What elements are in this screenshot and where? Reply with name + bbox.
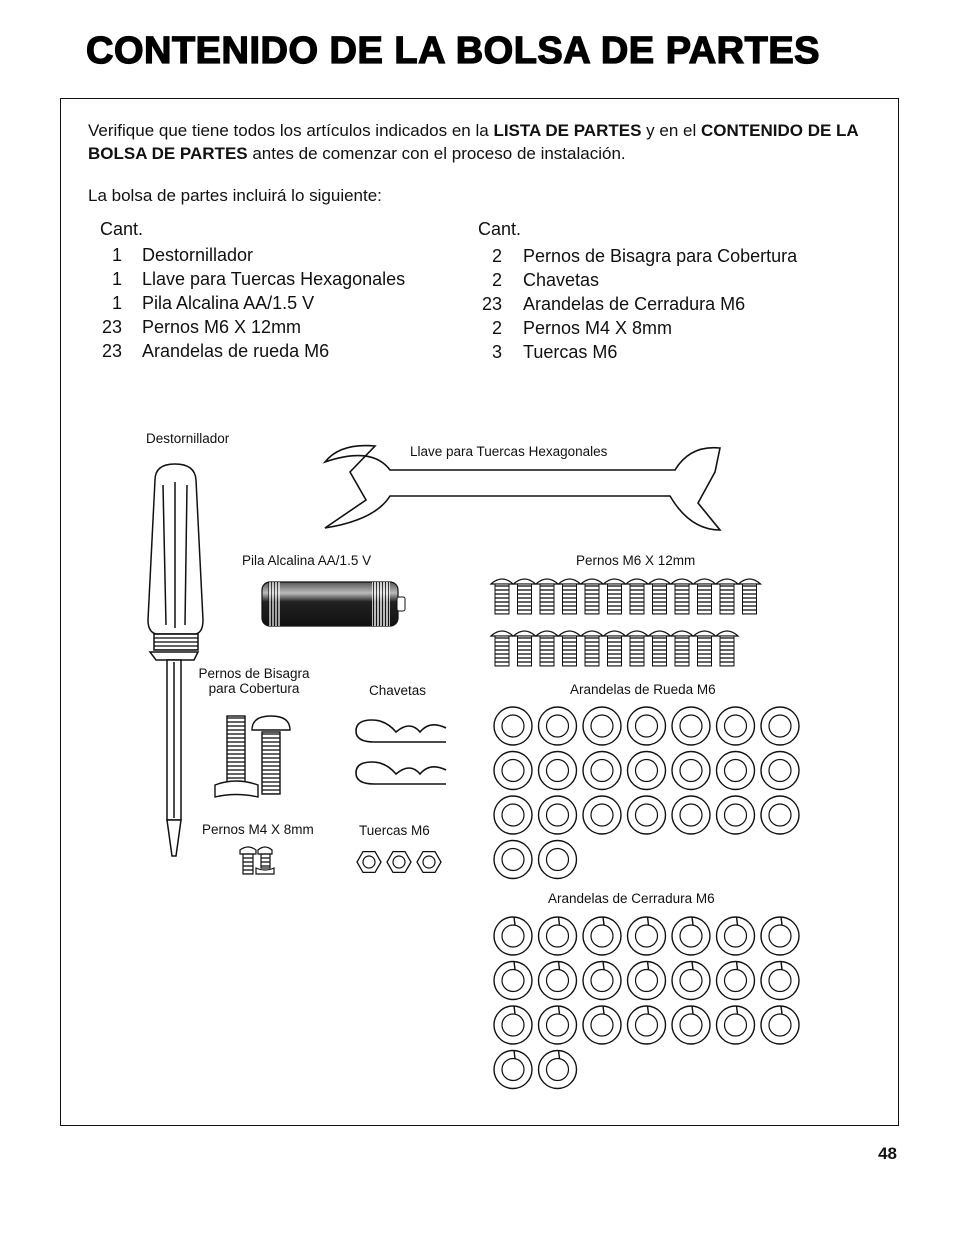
lock-washer-icon <box>628 917 666 955</box>
label-nuts: Tuercas M6 <box>359 823 430 838</box>
bolt-icon <box>536 579 558 614</box>
washer-icon <box>672 707 710 745</box>
item-name: Tuercas M6 <box>523 342 618 362</box>
bolt-icon <box>694 631 716 666</box>
washer-icon <box>717 707 755 745</box>
bolt-icon <box>491 579 513 614</box>
lock-washer-icon <box>672 1006 710 1044</box>
washer-icon <box>628 707 666 745</box>
label-screwdriver: Destornillador <box>146 431 230 446</box>
washer-icon <box>628 752 666 790</box>
lock-washer-icon <box>628 1006 666 1044</box>
label-hinge-pins <box>186 666 322 696</box>
intro-text-3: antes de comenzar con el proceso de instalación. <box>247 144 626 163</box>
label-wheel-washers: Arandelas de Rueda M6 <box>570 682 716 697</box>
item-qty: 2 <box>491 246 502 266</box>
lock-washer-icon <box>539 1051 577 1089</box>
washer-icon <box>583 796 621 834</box>
label-cotter-pins: Chavetas <box>369 683 427 698</box>
bolt-icon <box>716 579 738 614</box>
bolt-icon <box>671 579 693 614</box>
label-lock-washers: Arandelas de Cerradura M6 <box>548 891 715 906</box>
bolt-icon <box>536 631 558 666</box>
bolt-icon <box>649 631 671 666</box>
label-wrench: Llave para Tuercas Hexagonales <box>410 444 608 459</box>
bolt-icon <box>694 579 716 614</box>
hinge-pin-icon <box>215 716 290 797</box>
washer-icon <box>539 841 577 879</box>
washer-icon <box>583 752 621 790</box>
lock-washer-icon <box>539 1006 577 1044</box>
item-qty: 1 <box>111 245 122 265</box>
lock-washer-icon <box>494 1006 532 1044</box>
item-qty: 2 <box>491 270 502 290</box>
item-name: Arandelas de Cerradura M6 <box>523 294 746 314</box>
bolt-icon <box>559 631 581 666</box>
lock-washer-icon <box>717 1006 755 1044</box>
lock-washer-icon <box>583 917 621 955</box>
item-qty: 23 <box>101 341 122 361</box>
item-name: Pernos de Bisagra para Cobertura <box>523 246 798 266</box>
item-qty: 2 <box>491 318 502 338</box>
item-name: Pernos M6 X 12mm <box>142 317 302 337</box>
label-hinge-pins-line2: para Cobertura <box>208 681 300 696</box>
label-m6-bolts: Pernos M6 X 12mm <box>576 553 696 568</box>
bolt-icon <box>739 579 761 614</box>
lock-washer-icon <box>628 962 666 1000</box>
item-name: Llave para Tuercas Hexagonales <box>142 269 406 289</box>
bolt-icon <box>626 631 648 666</box>
intro-includes-line: La bolsa de partes incluirá lo siguiente: <box>88 186 382 205</box>
bolt-icon <box>581 579 603 614</box>
lock-washer-icon <box>717 917 755 955</box>
hex-nut-icon <box>417 852 441 873</box>
item-qty: 23 <box>481 294 502 314</box>
hex-nut-icon <box>357 852 381 873</box>
washer-icon <box>494 841 532 879</box>
lock-washer-icon <box>761 962 799 1000</box>
bolt-icon <box>559 579 581 614</box>
washer-icon <box>761 796 799 834</box>
lock-washer-icon <box>672 917 710 955</box>
m4-bolt-icon <box>240 847 274 874</box>
item-qty: 1 <box>111 269 122 289</box>
washer-icon <box>761 752 799 790</box>
bolt-icon <box>514 631 536 666</box>
bolt-icon <box>491 631 513 666</box>
lock-washers-group <box>494 917 799 1089</box>
intro-text-2: y en el <box>641 121 701 140</box>
hex-nuts-group <box>357 852 441 873</box>
item-qty: 1 <box>111 293 122 313</box>
bolt-icon <box>649 579 671 614</box>
bolt-icon <box>716 631 738 666</box>
label-hinge-pins-line1: Pernos de Bisagra <box>198 666 310 681</box>
lock-washer-icon <box>761 1006 799 1044</box>
item-name: Arandelas de rueda M6 <box>142 341 330 361</box>
lock-washer-icon <box>717 962 755 1000</box>
lock-washer-icon <box>672 962 710 1000</box>
item-qty: 23 <box>101 317 122 337</box>
hex-nut-icon <box>387 852 411 873</box>
bolt-icon <box>626 579 648 614</box>
qty-header: Cant. <box>478 219 522 239</box>
washer-icon <box>628 796 666 834</box>
washer-icon <box>717 752 755 790</box>
intro-text-1: Verifique que tiene todos los artículos indicados en la <box>88 121 494 140</box>
battery-icon <box>262 582 405 626</box>
item-name: Chavetas <box>523 270 600 290</box>
lock-washer-icon <box>539 962 577 1000</box>
bolt-icon <box>604 631 626 666</box>
cotter-pin-icon <box>356 720 446 784</box>
item-name: Pila Alcalina AA/1.5 V <box>142 293 315 313</box>
qty-header: Cant. <box>100 219 144 239</box>
lock-washer-icon <box>494 917 532 955</box>
washer-icon <box>539 752 577 790</box>
washer-icon <box>583 707 621 745</box>
m6-bolts-group <box>491 579 761 666</box>
page-number: 48 <box>878 1144 897 1163</box>
bolt-icon <box>671 631 693 666</box>
washer-icon <box>494 707 532 745</box>
washer-icon <box>494 796 532 834</box>
screwdriver-icon <box>148 464 203 856</box>
lock-washer-icon <box>583 962 621 1000</box>
washer-icon <box>672 752 710 790</box>
bolt-icon <box>581 631 603 666</box>
lock-washer-icon <box>494 962 532 1000</box>
washer-icon <box>539 796 577 834</box>
lock-washer-icon <box>583 1006 621 1044</box>
intro-bold-parts-list: LISTA DE PARTES <box>493 121 642 140</box>
label-m4-bolts: Pernos M4 X 8mm <box>202 822 314 837</box>
washer-icon <box>672 796 710 834</box>
item-qty: 3 <box>491 342 502 362</box>
lock-washer-icon <box>539 917 577 955</box>
washer-icon <box>717 796 755 834</box>
wheel-washers-group <box>494 707 799 879</box>
bolt-icon <box>514 579 536 614</box>
washer-icon <box>761 707 799 745</box>
item-name: Pernos M4 X 8mm <box>523 318 673 338</box>
label-battery: Pila Alcalina AA/1.5 V <box>242 553 372 568</box>
page-title: CONTENIDO DE LA BOLSA DE PARTES <box>86 30 821 72</box>
lock-washer-icon <box>761 917 799 955</box>
item-name: Destornillador <box>142 245 254 265</box>
lock-washer-icon <box>494 1051 532 1089</box>
washer-icon <box>539 707 577 745</box>
intro-bold-bag-contents: CONTENIDO DE LA BOLSA DE PARTES <box>88 121 859 163</box>
washer-icon <box>494 752 532 790</box>
bolt-icon <box>604 579 626 614</box>
